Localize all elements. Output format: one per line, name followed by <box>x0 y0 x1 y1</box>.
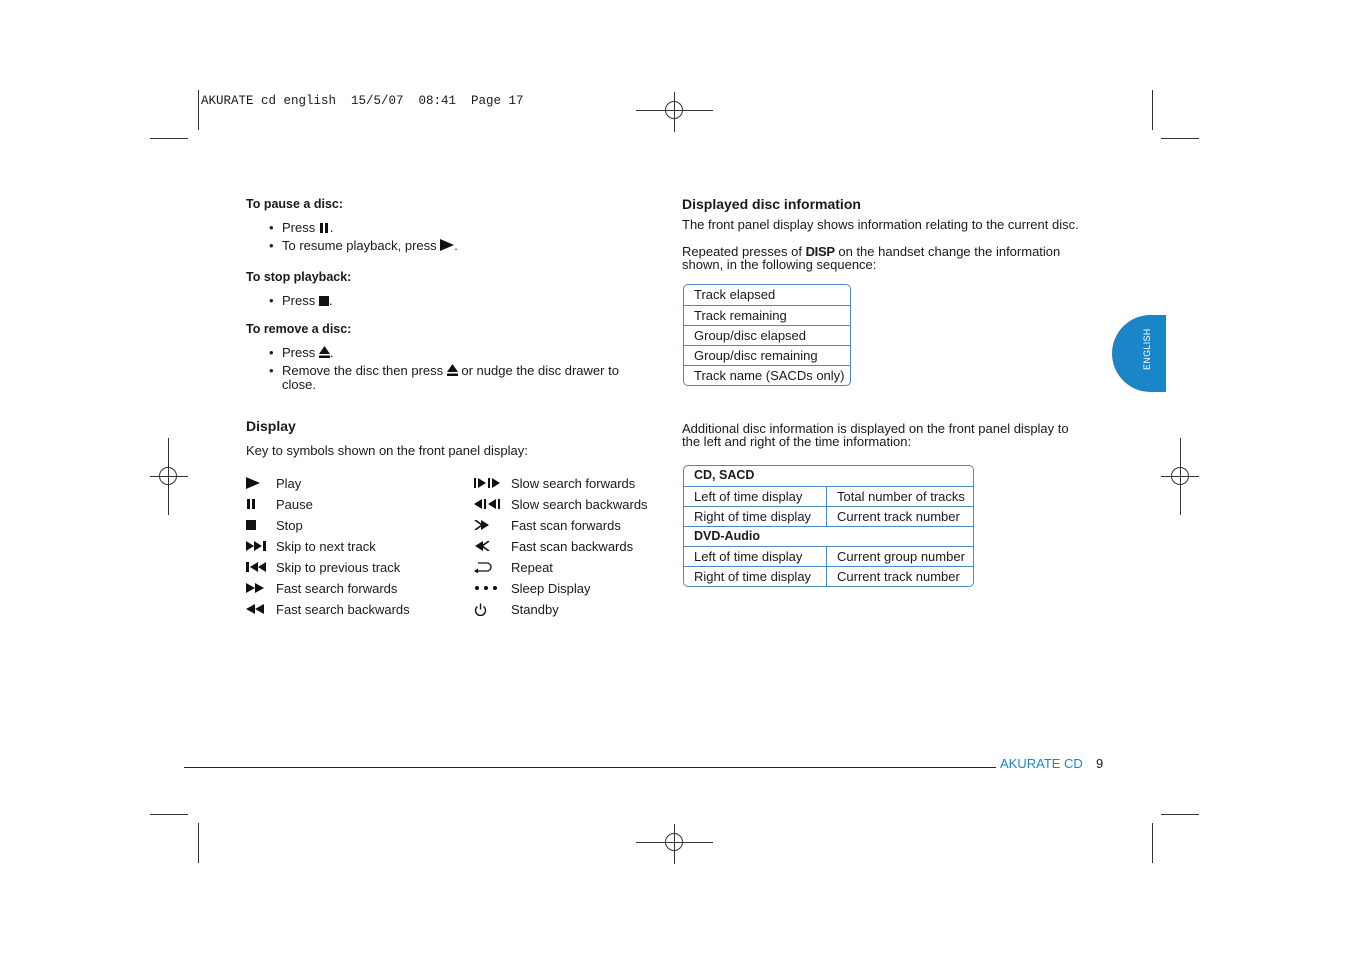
pause-icon <box>246 499 257 509</box>
fast-scan-backward-icon <box>474 541 490 551</box>
display-intro: Key to symbols shown on the front panel display: <box>246 443 528 458</box>
play-icon <box>246 477 260 489</box>
disp-instructions: Repeated presses of DISP on the handset change the information shown, in the following sequence: <box>682 244 1061 272</box>
list-item: Skip to next track <box>246 537 376 555</box>
list-item: Slow search backwards <box>474 495 648 513</box>
table-row: Group/disc remaining <box>684 345 850 365</box>
list-item: • To resume playback, press . <box>269 239 458 253</box>
sleep-dots-icon <box>474 585 498 591</box>
page-number: 9 <box>1096 756 1104 771</box>
play-icon <box>440 239 454 251</box>
remove-heading: To remove a disc: <box>246 322 352 336</box>
table-row: Group/disc elapsed <box>684 325 850 345</box>
list-item: • Press . <box>269 221 458 235</box>
list-item: • Press . <box>269 294 332 308</box>
language-tab-label: ENGLISH <box>1142 328 1152 370</box>
footer-title: AKURATE CD <box>1000 756 1083 771</box>
print-slug: AKURATE cd english 15/5/07 08:41 Page 17 <box>201 94 524 108</box>
table-row: Track name (SACDs only) <box>684 365 850 385</box>
language-tab <box>1112 315 1166 392</box>
disc-info-heading: Displayed disc information <box>682 196 861 212</box>
pause-icon <box>319 223 330 233</box>
remove-list <box>269 346 629 396</box>
list-item: Play <box>246 474 301 492</box>
additional-info-text: Additional disc information is displayed on the front panel display to the left and right of the time information: <box>682 421 1069 449</box>
list-item: • Remove the disc then press or nudge the disc drawer to close. <box>269 364 629 392</box>
stop-heading: To stop playback: <box>246 270 352 284</box>
list-item: Sleep Display <box>474 579 591 597</box>
rewind-icon <box>246 604 264 614</box>
footer-rule <box>184 767 996 768</box>
pause-heading: To pause a disc: <box>246 197 344 211</box>
standby-icon <box>474 603 487 616</box>
additional-info-table <box>683 465 974 587</box>
display-heading: Display <box>246 418 296 434</box>
list-item: Repeat <box>474 558 553 576</box>
disc-info-intro: The front panel display shows information relating to the current disc. <box>682 217 1079 232</box>
slow-forward-icon <box>474 478 501 488</box>
table-row: Track remaining <box>684 305 850 325</box>
display-sequence-table <box>683 284 851 386</box>
list-item: Pause <box>246 495 313 513</box>
skip-next-icon <box>246 541 267 551</box>
slow-backward-icon <box>474 499 501 509</box>
pause-list <box>269 221 458 257</box>
list-item: • Press . <box>269 346 629 360</box>
list-item: Stop <box>246 516 303 534</box>
list-item: Slow search forwards <box>474 474 635 492</box>
table-row: Right of time display Current track number <box>684 506 973 526</box>
stop-icon <box>319 296 329 306</box>
list-item: Fast search backwards <box>246 600 410 618</box>
repeat-icon <box>474 561 492 573</box>
eject-icon <box>447 364 458 376</box>
table-group-header: DVD-Audio <box>684 526 973 546</box>
fast-forward-icon <box>246 583 264 593</box>
list-item: Fast search forwards <box>246 579 397 597</box>
eject-icon <box>319 346 330 358</box>
table-row: Left of time display Current group number <box>684 546 973 566</box>
table-row: Left of time display Total number of tracks <box>684 486 973 506</box>
list-item: Fast scan forwards <box>474 516 621 534</box>
fast-scan-forward-icon <box>474 520 490 530</box>
list-item: Standby <box>474 600 559 618</box>
stop-list <box>269 294 332 312</box>
skip-previous-icon <box>246 562 267 572</box>
disp-key-label: DISP <box>805 244 835 259</box>
stop-icon <box>246 520 256 530</box>
table-group-header: CD, SACD <box>694 468 755 482</box>
list-item: Skip to previous track <box>246 558 400 576</box>
table-row: Right of time display Current track number <box>684 566 973 586</box>
list-item: Fast scan backwards <box>474 537 633 555</box>
table-row: Track elapsed <box>694 287 776 302</box>
